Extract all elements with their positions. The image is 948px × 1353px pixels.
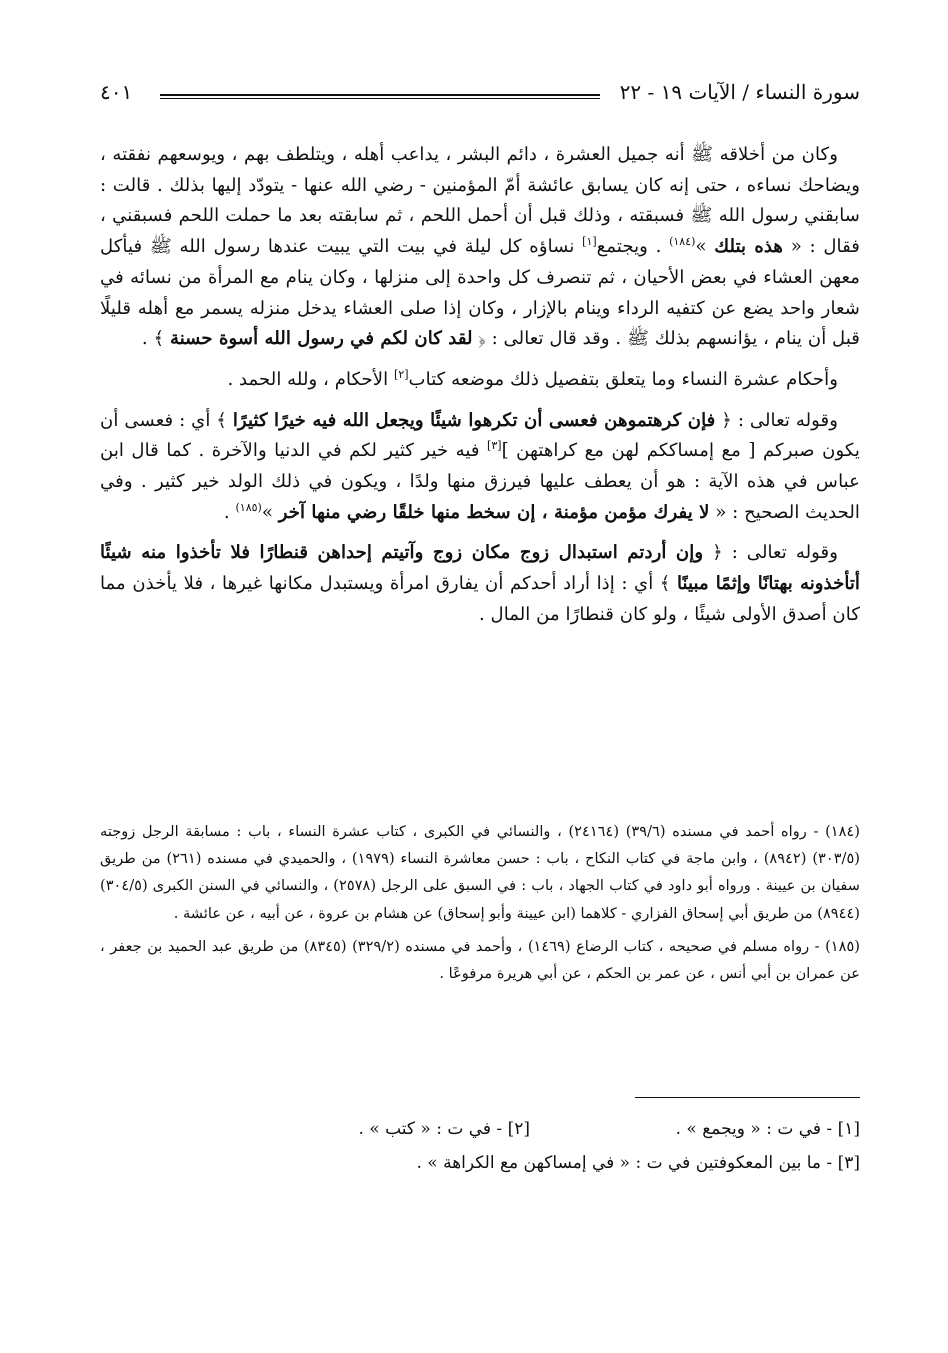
text-run: ﴾ أي : إذا أراد أحدكم أن يفارق امرأة ويستبدل مكانها غيرها ، فلا يأخذن مما كان أصدق الأولى شيئًا ، ولو كان قنطارًا من المال .: [100, 573, 860, 625]
text-run: »: [695, 236, 715, 258]
apparatus-note-1: [١] - في ت : « ويجمع » .: [675, 1119, 860, 1139]
apparatus-ref: [٣]: [487, 439, 502, 453]
text-run: وكان من أخلاقه ﷺ أنه جميل العشرة ، دائم البشر ، يداعب أهله ، ويتلطف بهم ، ويوسعهم نفقته ، ويضاحك نساءه ، حتى إنه كان يسابق عائشة أمّ المؤمنين - رضي الله عنها - يتودّد إليها بذلك . قالت : سابقني رسول الله ﷺ فسبقته ، وذلك قبل أن أحمل اللحم ، ثم سابقته بعد ما حملت اللحم فسبقني ، فقال : «: [100, 144, 860, 258]
text-run: وأحكام عشرة النساء وما يتعلق بتفصيل ذلك موضعه كتاب: [408, 368, 838, 390]
paragraph-conduct: [100, 140, 860, 355]
page-header: [100, 78, 860, 112]
hadith-quote: لا يفرك مؤمن مؤمنة ، إن سخط منها خلقًا رضي منها آخر: [278, 501, 710, 523]
apparatus-row: [100, 1146, 860, 1180]
text-run: وقوله تعالى : ﴿: [715, 409, 838, 431]
critical-apparatus: [100, 1112, 860, 1180]
footnote-ref: (١٨٤): [669, 235, 696, 249]
text-run: ﴾ .: [141, 328, 170, 350]
footnote-ref: (١٨٥): [235, 500, 262, 514]
page-number: ٤٠١: [100, 80, 133, 104]
text-run: ﴾ أي : فعسى أن يكون صبركم [ مع إمساككم لهن مع كراهتهن ]: [100, 409, 860, 462]
paragraph-verse-19: [100, 406, 860, 529]
quran-quote: فإن كرهتموهن فعسى أن تكرهوا شيئًا ويجعل الله فيه خيرًا كثيرًا: [232, 409, 716, 431]
hadith-quote: هذه بتلك: [714, 236, 784, 258]
apparatus-row: [100, 1112, 860, 1146]
quran-quote: وإن أردتم استبدال زوج مكان زوج وآتيتم إحداهن قنطارًا فلا تأخذوا منه شيئًا أتأخذونه بهتانًا وإثمًا مبينًا: [100, 542, 860, 595]
apparatus-note-2: [٢] - في ت : « كتب » .: [358, 1119, 530, 1139]
apparatus-separator: [635, 1097, 860, 1098]
paragraph-rulings: [100, 365, 860, 396]
apparatus-ref: [٢]: [394, 367, 409, 381]
paragraph-verse-20: [100, 538, 860, 630]
header-rule: [160, 94, 600, 99]
text-run: نساؤه كل ليلة في بيت التي يبيت عندها رسول الله ﷺ فيأكل معهن العشاء في بعض الأحيان ، ثم تنصرف كل واحدة إلى منزلها ، وكان ينام مع المرأة من نسائه في شعار واحد يضع عن كتفيه الرداء وينام بالإزار ، وكان إذا صلى العشاء يدخل منزله يسمر مع أهله قليلًا قبل أن ينام ، يؤانسهم بذلك ﷺ . وقد قال تعالى : ﴿: [100, 236, 860, 350]
running-title: سورة النساء / الآيات ١٩ - ٢٢: [619, 80, 860, 104]
text-run: »: [261, 501, 279, 523]
footnotes: [100, 818, 860, 993]
apparatus-ref: [١]: [582, 235, 597, 249]
quran-quote: لقد كان لكم في رسول الله أسوة حسنة: [169, 328, 473, 350]
text-run: فيه خير كثير لكم في الدنيا والآخرة . كما قال ابن عباس في هذه الآية : هو أن يعطف عليها فيرزق منها ولدًا ، ويكون في ذلك الولد خير كثير . وفي الحديث الصحيح : «: [100, 440, 860, 523]
text-run: . ويجتمع: [596, 236, 670, 258]
text-run: الأحكام ، ولله الحمد .: [227, 368, 395, 390]
text-run: وقوله تعالى : ﴿: [703, 542, 838, 564]
text-run: .: [223, 501, 236, 523]
apparatus-note-3: [٣] - ما بين المعكوفتين في ت : « في إمساكهن مع الكراهة » .: [416, 1153, 860, 1173]
main-text: [100, 140, 860, 641]
footnote-184: (١٨٤) - رواه أحمد في مسنده (٣٩/٦) (٢٤١٦٤) ، والنسائي في الكبرى ، كتاب عشرة النساء ، باب : مسابقة الرجل زوجته (٣٠٣/٥) (٨٩٤٢) ، وابن ماجة في كتاب النكاح ، باب : حسن معاشرة النساء (١٩٧٩) ، والحميدي في مسنده (٢٦١) من طريق سفيان بن عيينة . ورواه أبو داود في كتاب الجهاد ، باب : في السبق على الرجل (٢٥٧٨) ، والنسائي في السنن الكبرى (٣٠٤/٥) (٨٩٤٤) من طريق أبي إسحاق الفزاري - كلاهما (ابن عيينة وأبو إسحاق) عن هشام بن عروة ، عن أبيه ، عن عائشة .: [100, 823, 860, 922]
footnote-185: (١٨٥) - رواه مسلم في صحيحه ، كتاب الرضاع (١٤٦٩) ، وأحمد في مسنده (٣٢٩/٢) (٨٣٤٥) من طريق عبد الحميد بن جعفر ، عن عمران بن أبي أنس ، عن عمر بن الحكم ، عن أبي هريرة مرفوعًا .: [100, 937, 860, 983]
